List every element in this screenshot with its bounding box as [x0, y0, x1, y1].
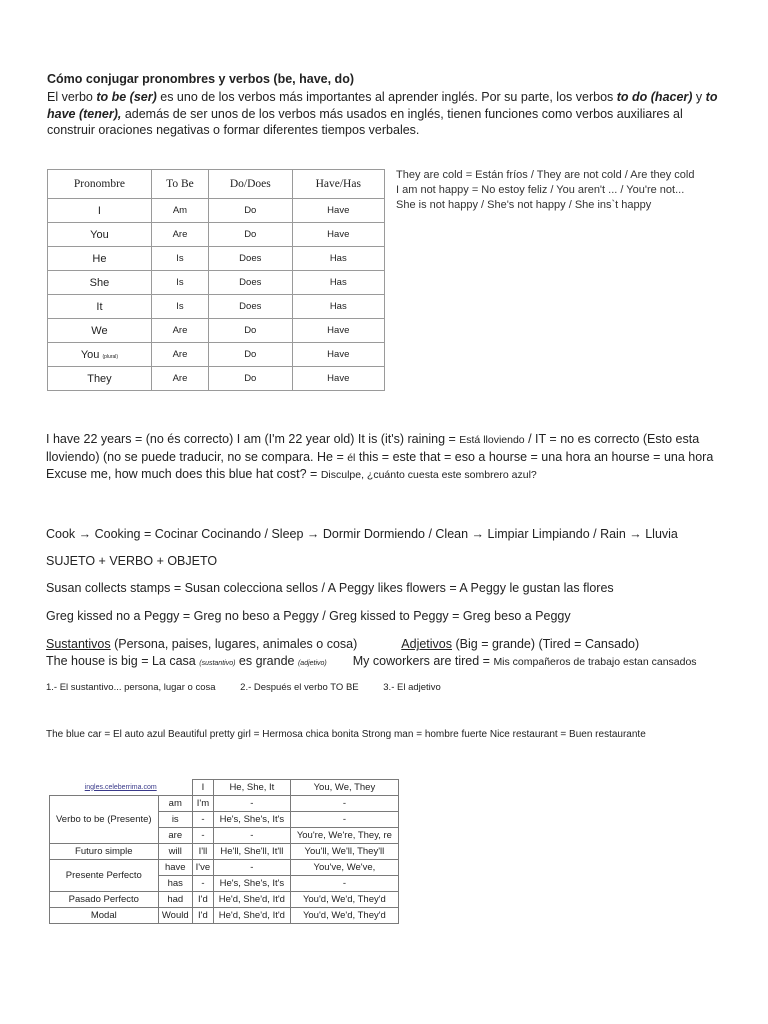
table-row	[48, 367, 385, 391]
column-header: You, We, They	[290, 780, 398, 796]
cell: -	[192, 812, 213, 828]
cell: I'll	[192, 844, 213, 860]
cell: Have	[292, 199, 384, 223]
cell: I'm	[192, 796, 213, 812]
cell: He'd, She'd, It'd	[213, 892, 290, 908]
sustantivos-word: Sustantivos	[46, 637, 111, 651]
cell: Have	[292, 367, 384, 391]
cell: Do	[209, 223, 293, 247]
column-header: He, She, It	[213, 780, 290, 796]
cell: I	[48, 199, 152, 223]
cell: -	[290, 876, 398, 892]
cell: -	[213, 796, 290, 812]
plural-note: (plural)	[102, 353, 119, 360]
cell: Has	[292, 271, 384, 295]
cell: I'd	[192, 892, 213, 908]
cell: -	[290, 812, 398, 828]
cell	[48, 343, 152, 367]
cell: -	[213, 828, 290, 844]
group-label: Verbo to be (Presente)	[50, 796, 159, 844]
cell: Is	[151, 247, 208, 271]
column-header: To Be	[151, 170, 208, 199]
cell: You'll, We'll, They'll	[290, 844, 398, 860]
table-row	[50, 844, 399, 860]
source-label: ingles.celeberrima.com	[84, 783, 157, 791]
cell: You've, We've,	[290, 860, 398, 876]
column-header: Do/Does	[209, 170, 293, 199]
table-header-row	[48, 170, 385, 199]
cell: am	[158, 796, 192, 812]
text: (Big = grande) (Tired = Cansado)	[452, 637, 640, 651]
cell: Is	[151, 295, 208, 319]
group-label: Presente Perfecto	[50, 860, 159, 892]
tag: (sustantivo)	[199, 659, 236, 667]
table-row	[50, 892, 399, 908]
adjectives-line: The blue car = El auto azul Beautiful pretty girl = Hermosa chica bonita Strong man = hombre fuerte Nice restaurant = Buen restaurante	[46, 729, 646, 740]
page-title: Cómo conjugar pronombres y verbos (be, have, do)	[47, 72, 354, 86]
cell: Do	[209, 319, 293, 343]
group-label: Futuro simple	[50, 844, 159, 860]
cell: Does	[209, 247, 293, 271]
sustantivos-block	[46, 636, 746, 672]
side-note: I am not happy = No estoy feliz / You aren't ... / You're not...	[396, 184, 685, 196]
cell: You	[48, 223, 152, 247]
cell: Do	[209, 367, 293, 391]
cell: Am	[151, 199, 208, 223]
side-note: They are cold = Están fríos / They are not cold / Are they cold	[396, 169, 695, 181]
cell: He'll, She'll, It'll	[213, 844, 290, 860]
cell: Does	[209, 271, 293, 295]
note: 1.- El sustantivo... persona, lugar o cosa	[46, 682, 216, 693]
table-row	[48, 271, 385, 295]
cell: It	[48, 295, 152, 319]
text: / IT = no es correcto (Esto esta lloviendo) (no se puede traducir, no se compara. He =	[46, 432, 700, 464]
cell: is	[158, 812, 192, 828]
pronoun-you-plural: You	[80, 348, 100, 361]
contractions-table	[49, 779, 399, 924]
intro-text: además de ser unos de los verbos más usados en inglés, tienen funciones como verbos auxiliares al construir oraciones negativas o formar diferentes tiempos verbales.	[47, 106, 683, 137]
svo-line: SUJETO + VERBO + OBJETO	[46, 554, 218, 568]
cell: Are	[151, 367, 208, 391]
group-label: Modal	[50, 908, 159, 924]
cell: I've	[192, 860, 213, 876]
cell: Have	[292, 223, 384, 247]
side-notes	[396, 168, 694, 213]
text: es grande	[235, 653, 298, 668]
intro-to-do: to do (hacer)	[616, 90, 693, 104]
cell: -	[290, 796, 398, 812]
text: Excuse me, how much does this blue hat cost? =	[46, 467, 321, 481]
greg-line: Greg kissed no a Peggy = Greg no beso a Peggy / Greg kissed to Peggy = Greg beso a Peggy	[46, 609, 571, 623]
cell: Are	[151, 343, 208, 367]
cell: Have	[292, 343, 384, 367]
susan-line: Susan collects stamps = Susan colecciona sellos / A Peggy likes flowers = A Peggy le gustan las flores	[46, 581, 614, 595]
cell: had	[158, 892, 192, 908]
small-text: Disculpe, ¿cuánto cuesta este sombrero azul?	[320, 469, 537, 481]
cell: He's, She's, It's	[213, 812, 290, 828]
table-row	[48, 223, 385, 247]
cell: -	[192, 828, 213, 844]
cell: He	[48, 247, 152, 271]
cell: He's, She's, It's	[213, 876, 290, 892]
table-row	[48, 343, 385, 367]
note: 2.- Después el verbo TO BE	[240, 682, 359, 693]
column-header: Pronombre	[48, 170, 152, 199]
text: My coworkers are tired =	[352, 653, 494, 668]
small-text: él	[347, 451, 356, 464]
table-row	[48, 247, 385, 271]
tag: (adjetivo)	[297, 659, 327, 667]
small-text: Mis compañeros de trabajo estan cansados	[493, 655, 697, 668]
cell: Do	[209, 199, 293, 223]
cell: -	[213, 860, 290, 876]
table-row	[50, 796, 399, 812]
cell: You'd, We'd, They'd	[290, 892, 398, 908]
examples-paragraph	[46, 431, 726, 484]
table-row	[48, 295, 385, 319]
cell: Has	[292, 295, 384, 319]
table-header-row	[50, 780, 399, 796]
intro-text: es uno de los verbos más importantes al aprender inglés. Por su parte, los verbos	[156, 90, 617, 104]
column-header: I	[192, 780, 213, 796]
cell: We	[48, 319, 152, 343]
intro-to-have: to have (tener),	[47, 90, 718, 121]
cell: You're, We're, They, re	[290, 828, 398, 844]
table-row	[48, 199, 385, 223]
table-row	[48, 319, 385, 343]
cell: Are	[151, 319, 208, 343]
table-row	[50, 860, 399, 876]
cell: have	[158, 860, 192, 876]
side-note: She is not happy / She's not happy / She ins`t happy	[396, 199, 652, 211]
cell: Would	[158, 908, 192, 924]
cook-line: Cook → Cooking = Cocinar Cocinando / Sleep → Dormir Dormiendo / Clean → Limpiar Limpiando / Rain → Lluvia	[46, 527, 678, 541]
notes-line	[46, 682, 463, 693]
cell: You'd, We'd, They'd	[290, 908, 398, 924]
column-header: Have/Has	[292, 170, 384, 199]
intro-text: y	[692, 90, 706, 104]
pronoun-verb-table	[47, 169, 385, 391]
text: (Persona, paises, lugares, animales o cosa)	[110, 637, 358, 651]
cell: Does	[209, 295, 293, 319]
cell: Are	[151, 223, 208, 247]
cell: Has	[292, 247, 384, 271]
cell: They	[48, 367, 152, 391]
cell: Do	[209, 343, 293, 367]
cell: I'd	[192, 908, 213, 924]
small-text: Está lloviendo	[459, 434, 525, 446]
intro-paragraph	[47, 89, 727, 139]
cell: He'd, She'd, It'd	[213, 908, 290, 924]
cell: has	[158, 876, 192, 892]
text: The house is big = La casa	[46, 653, 200, 668]
intro-to-be: to be (ser)	[96, 90, 157, 104]
text: this = este that = eso a hourse = una hora an hourse = una hora	[355, 449, 714, 464]
cell: will	[158, 844, 192, 860]
text: I have 22 years = (no és correcto) I am (I'm 22 year old) It is (it's) raining =	[46, 432, 460, 446]
cell: are	[158, 828, 192, 844]
cell: Is	[151, 271, 208, 295]
cell: Have	[292, 319, 384, 343]
group-label: Pasado Perfecto	[50, 892, 159, 908]
note: 3.- El adjetivo	[383, 682, 441, 693]
adjetivos-word: Adjetivos	[401, 637, 453, 651]
cell: -	[192, 876, 213, 892]
cell: She	[48, 271, 152, 295]
intro-text: El verbo	[47, 90, 97, 104]
table-row	[50, 908, 399, 924]
